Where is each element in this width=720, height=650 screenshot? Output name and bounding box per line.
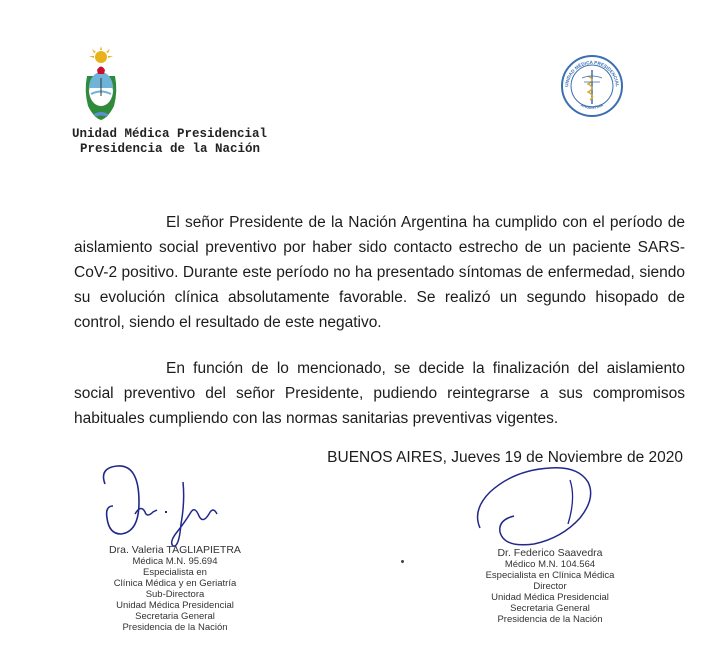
svg-text:UNIDAD MÉDICA PRESIDENCIAL: UNIDAD MÉDICA PRESIDENCIAL xyxy=(563,59,621,88)
left-signer-role: Sub-Directora xyxy=(145,589,205,600)
left-signer-presidency: Presidencia de la Nación xyxy=(122,622,228,633)
right-signer-presidency: Presidencia de la Nación xyxy=(497,614,603,625)
left-signer-name: Dra. Valeria TAGLIAPIETRA xyxy=(109,544,241,556)
right-signer-license: Médico M.N. 104.564 xyxy=(504,559,596,570)
body-paragraph-1 xyxy=(74,210,685,335)
medical-unit-seal-icon xyxy=(560,54,624,118)
right-signer-secretariat: Secretaria General xyxy=(510,603,590,614)
left-signer-license: Médica M.N. 95.694 xyxy=(132,556,218,567)
separator-dot xyxy=(401,560,404,563)
body-paragraph-2 xyxy=(74,356,685,431)
right-signature-icon xyxy=(470,458,610,550)
right-signer-role: Director xyxy=(533,581,567,592)
right-signature-block xyxy=(462,548,638,625)
argentina-coat-of-arms-icon xyxy=(82,46,120,122)
header-presidency: Presidencia de la Nación xyxy=(80,142,261,156)
left-signer-unit: Unidad Médica Presidencial xyxy=(116,600,234,611)
left-signature-icon xyxy=(95,462,245,552)
header-unit-name: Unidad Médica Presidencial xyxy=(72,127,268,141)
right-signer-unit: Unidad Médica Presidencial xyxy=(491,592,609,603)
paragraph-2-text: En función de lo mencionado, se decide la finalización del aislamiento social preventivo del señor Presidente, pudiendo reintegrarse a sus compromisos habituales cumpliendo con las normas sanitarias preventivas vigentes. xyxy=(74,360,685,427)
left-signer-specialty-1: Especialista en xyxy=(143,567,207,578)
paragraph-1-text: El señor Presidente de la Nación Argentina ha cumplido con el período de aislamiento social preventivo por haber sido contacto estrecho de un paciente SARS-CoV-2 positivo. Durante este período no ha presentado síntomas de enfermedad, siendo su evolución clínica absolutamente favorable. Se realizó un segundo hisopado de control, siendo el resultado de este negativo. xyxy=(74,214,685,331)
left-signer-specialty-2: Clínica Médica y en Geriatría xyxy=(113,578,237,589)
left-signature-block xyxy=(80,545,270,633)
right-signer-name: Dr. Federico Saavedra xyxy=(497,547,603,559)
right-signer-specialty: Especialista en Clínica Médica xyxy=(485,570,615,581)
svg-text:ARGENTINA: ARGENTINA xyxy=(580,102,604,110)
date-line: BUENOS AIRES, Jueves 19 de Noviembre de 2020 xyxy=(327,449,683,466)
left-signer-secretariat: Secretaria General xyxy=(135,611,215,622)
